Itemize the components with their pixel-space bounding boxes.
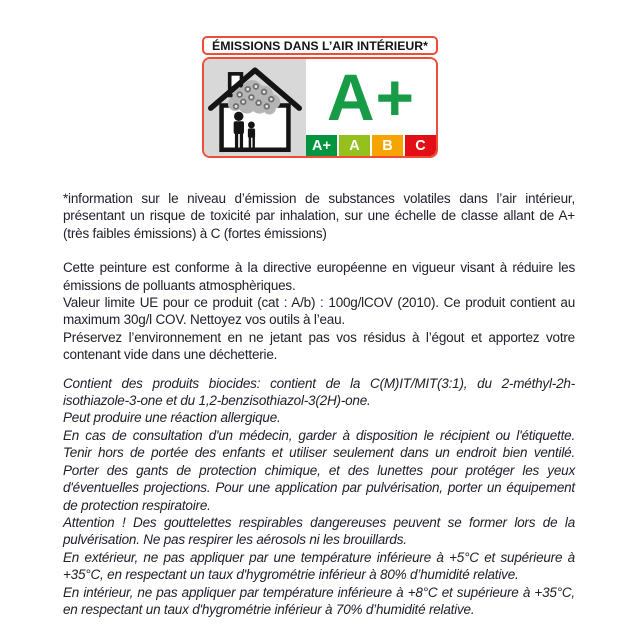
- regulatory-paragraph-directive: Cette peinture est conforme à la directive européenne en vigueur visant à réduire les émissions de polluants atmosphèriques.: [63, 260, 575, 293]
- scale-cell-c: C: [405, 135, 436, 156]
- warning-paragraph-exterior-temp: En extérieur, ne pas appliquer par une température inférieure à +5°C et supérieure à +35°C, en respectant un taux d'hygrométrie inférieur à 80% d’humidité relative.: [63, 549, 575, 583]
- badge-title-text: ÉMISSIONS DANS L’AIR INTÉRIEUR*: [212, 38, 428, 53]
- house-panel: [204, 59, 306, 156]
- air-emissions-badge: [202, 36, 438, 158]
- scale-cell-b: B: [372, 135, 403, 156]
- badge-main-box: [202, 57, 438, 158]
- footnote-paragraph: *information sur le niveau d’émission de substances volatiles dans l’air intérieur, présentant un risque de toxicité par inhalation, sur une échelle de classe allant de A+ (très faibles émissions) à C (fortes émissions): [63, 191, 575, 241]
- rating-scale: [306, 135, 436, 156]
- regulatory-section: [63, 259, 575, 363]
- scale-cell-aplus: A+: [306, 135, 337, 156]
- warnings-section: [63, 375, 575, 619]
- regulatory-paragraph-environment: Préservez l’environnement en ne jetant pas vos résidus à l’égout et apportez votre contenant vide dans une déchetterie.: [63, 329, 575, 363]
- warning-paragraph-biocides: Contient des produits biocides: contient de la C(M)IT/MIT(3:1), du 2-méthyl-2h-isothiazole-3-one et du 1,2-benzisothiazol-3(2H)-one.: [63, 375, 575, 409]
- warning-paragraph-allergy: Peut produire une réaction allergique.: [63, 410, 281, 426]
- warning-paragraph-interior-temp: En intérieur, ne pas appliquer par température inférieure à +8°C et supérieure à +35°C, en respectant un taux d'hygrométrie inférieur à 70% d’humidité relative.: [63, 584, 575, 617]
- warning-paragraph-precautions: En cas de consultation d'un médecin, garder à disposition le récipient ou l'étiquette. Tenir hors de portée des enfants et utiliser seulement dans un endroit bien ventilé. Porter des gants de protection chimique, et des lunettes pour protéger les yeux d'éventuelles projections. Pour une application par pulvérisation, porter un équipement de protection respiratoire.: [63, 427, 575, 513]
- rating-value: A+: [326, 59, 416, 134]
- regulatory-paragraph-cov-limit: Valeur limite UE pour ce produit (cat : A/b) : 100g/lCOV (2010). Ce produit contient au maximum 30g/l COV. Nettoyez vos outils à l’eau.: [63, 295, 575, 328]
- label-body-text: [63, 190, 575, 618]
- rating-panel: [306, 59, 436, 156]
- scale-cell-a: A: [339, 135, 370, 156]
- badge-title-box: [202, 36, 438, 55]
- house-emissions-icon: [208, 64, 302, 156]
- warning-paragraph-droplets: Attention ! Des gouttelettes respirables dangereuses peuvent se former lors de la pulvérisation. Ne pas respirer les aérosols ni les brouillards.: [63, 514, 575, 548]
